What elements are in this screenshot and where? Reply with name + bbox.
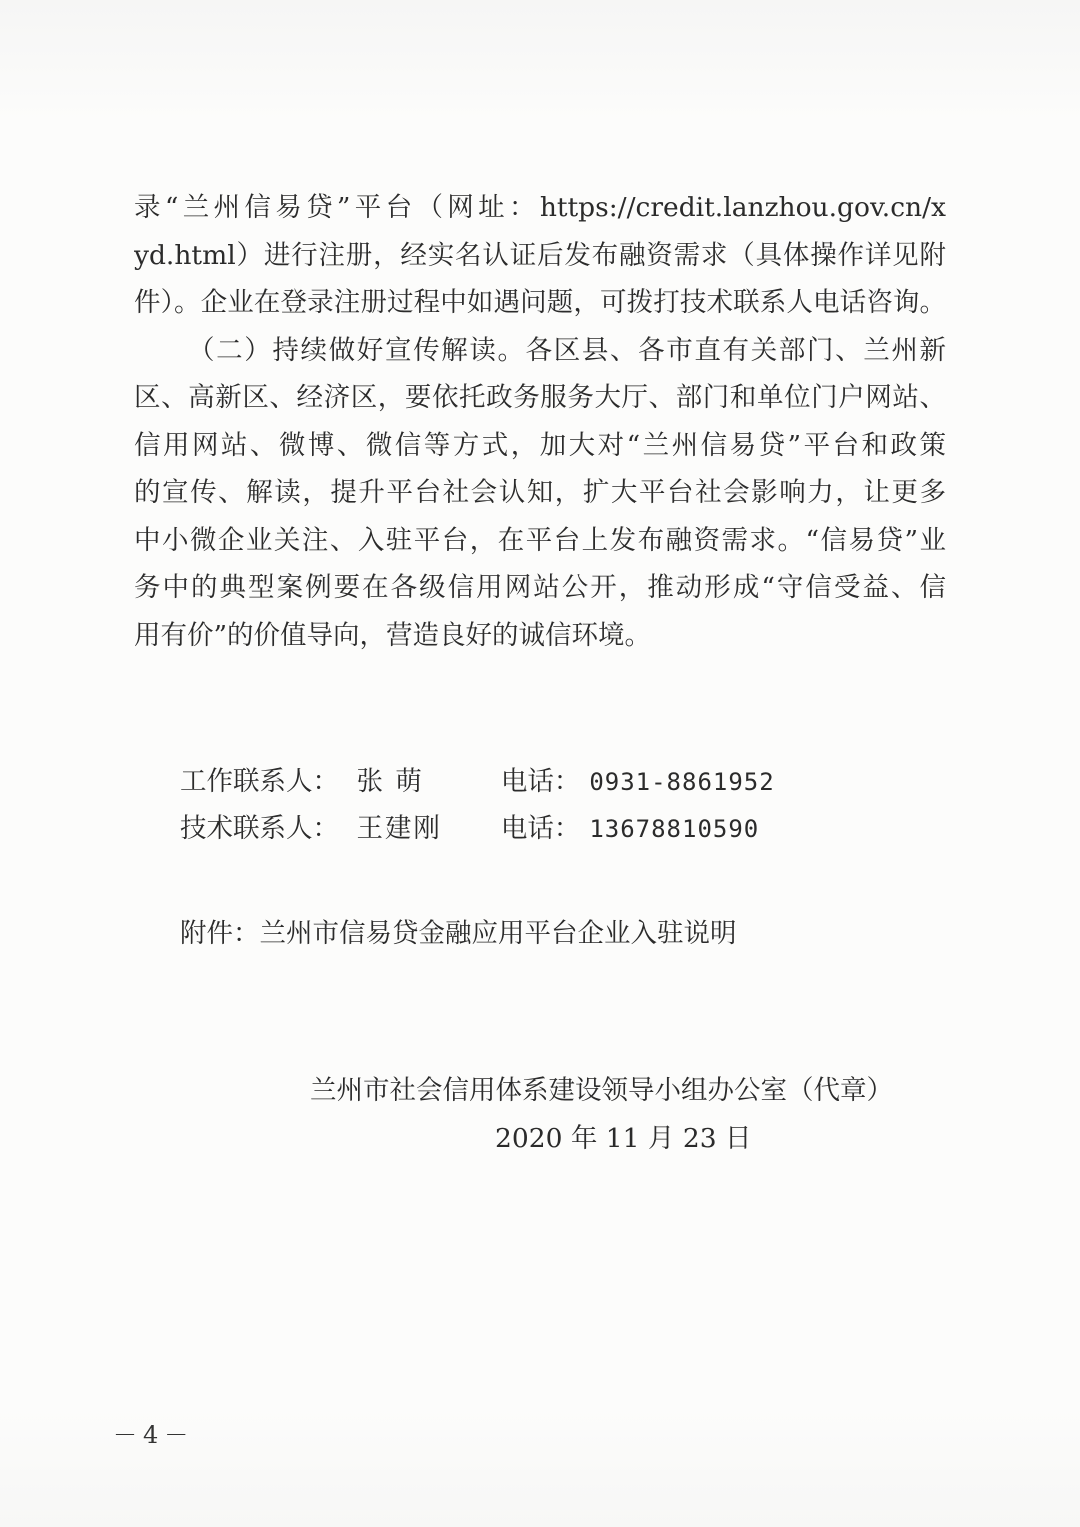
body-text: [134, 184, 946, 659]
contact-label: 工作联系人：: [180, 766, 339, 797]
contact-name: 张 萌: [356, 766, 424, 797]
contact-row: [180, 805, 775, 852]
contact-name: 王建刚: [356, 813, 442, 844]
paragraph-line: 录“兰州信易贷”平台（网址：https://credit.lanzhou.gov.cn/x: [134, 192, 946, 223]
paragraph-line: 件）。企业在登录注册过程中如遇问题，可拨打技术联系人电话咨询。: [134, 287, 946, 318]
issue-date: 2020 年 11 月 23 日: [495, 1123, 752, 1154]
phone-number: 0931-8861952: [589, 768, 775, 796]
phone-label: 电话：: [500, 766, 581, 797]
paragraph-line: 务中的典型案例要在各级信用网站公开，推动形成“守信受益、信: [134, 572, 946, 603]
issuing-organization: 兰州市社会信用体系建设领导小组办公室（代章）: [310, 1075, 893, 1106]
paragraph-line: yd.html）进行注册，经实名认证后发布融资需求（具体操作详见附: [134, 239, 946, 271]
phone-number: 13678810590: [589, 815, 760, 843]
paragraph-line: （二）持续做好宣传解读。各区县、各市直有关部门、兰州新: [188, 334, 946, 366]
paragraph-line: 的宣传、解读，提升平台社会认知，扩大平台社会影响力，让更多: [134, 477, 946, 508]
phone-label: 电话：: [500, 813, 581, 844]
attachment-note: 附件：兰州市信易贷金融应用平台企业入驻说明: [180, 918, 737, 949]
contact-label: 技术联系人：: [180, 813, 339, 844]
paragraph-line: 用有价”的价值导向，营造良好的诚信环境。: [134, 619, 652, 651]
paragraph-line: 区、高新区、经济区，要依托政务服务大厅、部门和单位门户网站、: [134, 382, 946, 413]
paragraph-line: 中小微企业关注、入驻平台，在平台上发布融资需求。“信易贷”业: [134, 524, 946, 556]
page-number: －4－: [113, 1421, 195, 1449]
paragraph-line: 信用网站、微博、微信等方式，加大对“兰州信易贷”平台和政策: [134, 429, 946, 461]
contact-list: [180, 758, 775, 852]
signature-block: [310, 1067, 910, 1163]
contact-row: [180, 758, 775, 805]
